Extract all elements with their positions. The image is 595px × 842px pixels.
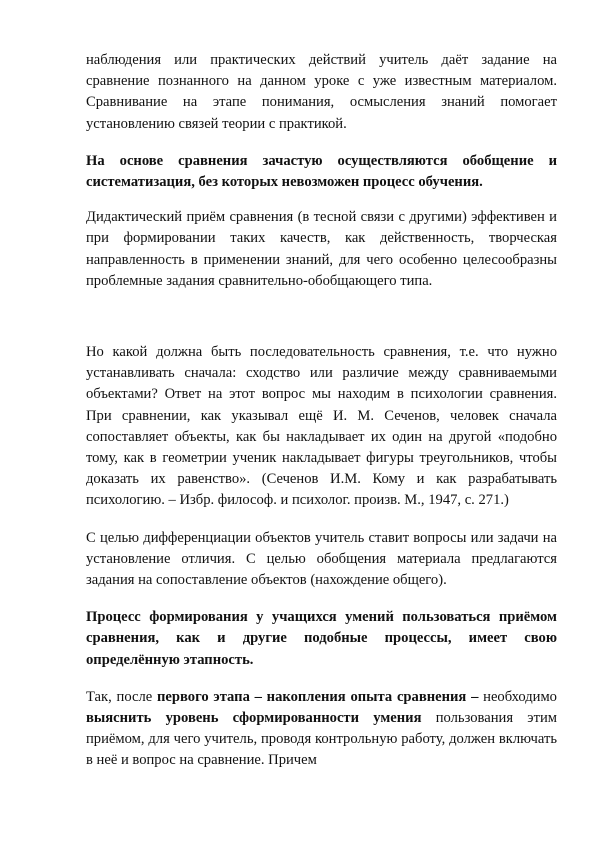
paragraph-first-stage (86, 687, 557, 772)
p7-bold-1: первого этапа – накопления опыта сравнения – (157, 688, 479, 705)
p7-text-3: пользования этим приёмом, для чего учитель, проводя контрольную работу, должен включать в неё и вопрос на сравнение. Причем (86, 710, 557, 769)
p7-text-2: необходимо (478, 688, 557, 705)
paragraph-differentiation: С целью дифференциации объектов учитель ставит вопросы или задачи на установление отличия. С целью обобщения материала предлагаются задания на сопоставление объектов (нахождение общего). (86, 529, 557, 589)
p7-text-1: Так, после (86, 688, 157, 705)
paragraph-comparison-understanding: наблюдения или практических действий учитель даёт задание на сравнение познанного на данном уроке с уже известным материалом. Сравнивание на этапе понимания, осмысления знаний помогает установлению связей теории с практикой. (86, 52, 557, 132)
paragraph-generalization-bold: На основе сравнения зачастую осуществляются обобщение и систематизация, без которых невозможен процесс обучения. (86, 152, 557, 191)
paragraph-didactic-technique: Дидактический приём сравнения (в тесной связи с другими) эффективен и при формировании таких качеств, как действенность, творческая направленность в применении знаний, для чего особенно целесообразны проблемные задания сравнительно-обобщающего типа. (86, 209, 557, 289)
paragraph-stages-bold: Процесс формирования у учащихся умений пользоваться приёмом сравнения, как и другие подобные процессы, имеет свою определённую этапность. (86, 609, 557, 668)
document-page (86, 50, 557, 772)
paragraph-comparison-sequence: Но какой должна быть последовательность сравнения, т.е. что нужно устанавливать сначала: сходство или различие между сравниваемыми объектами? Ответ на этот вопрос мы находим в психологии сравнения. При сравнении, как указывал ещё И. М. Сеченов, человек сначала сопоставляет объекты, как бы накладывает их один на другой «подобно тому, как в геометрии ученик накладывает фигуры треугольников, чтобы доказать их равенство». (Сеченов И.М. Кому и как разрабатывать психологию. – Избр. философ. и психолог. произв. М., 1947, с. 271.) (86, 344, 557, 509)
p7-bold-2: выяснить уровень сформированности умения (86, 710, 422, 727)
